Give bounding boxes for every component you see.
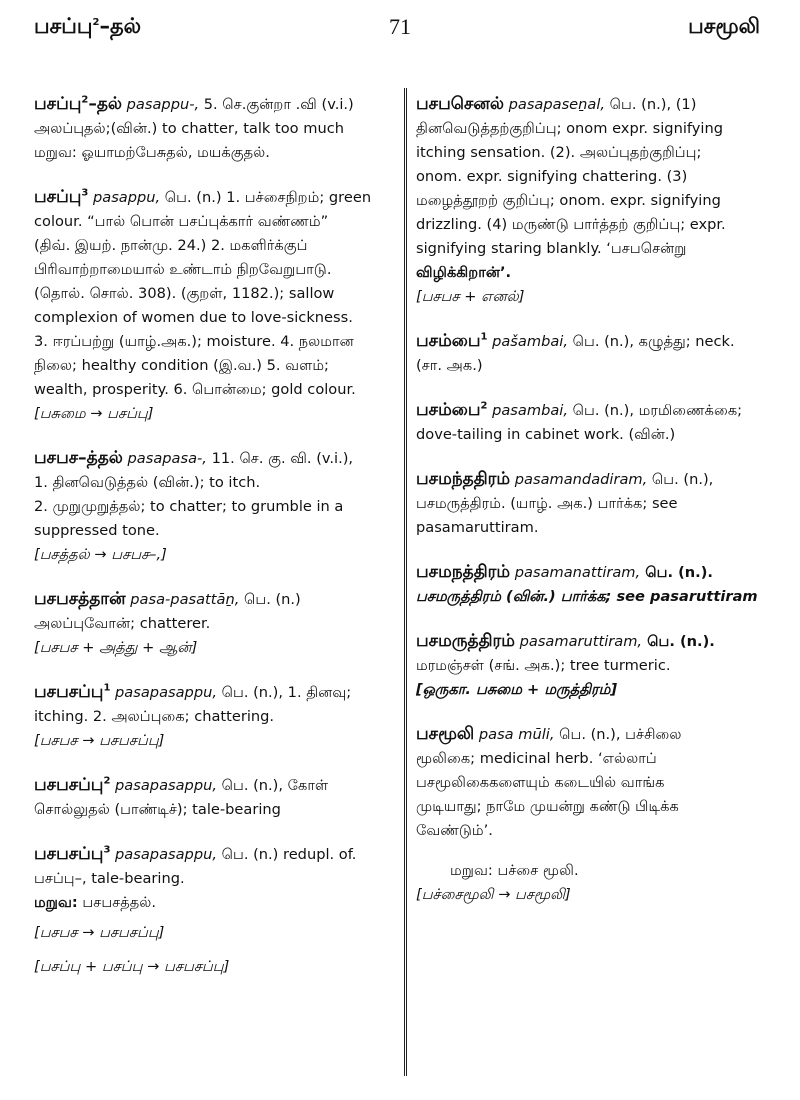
entry-pasambai-2: பசம்பை$^2$ pasambai, பெ. (n.), மரமிணைக்கை; dove-tailing in cabinet work. (வின்.) [416,400,743,443]
transliteration: pasamaruttiram, [519,633,643,650]
entry-pasapasappu-3: பசபசப்பு$^3$ pasapasappu, பெ. (n.) redupl. of. பசப்பு–, tale-bearing. மறுவ: பசபசத்தல். [பசபச → பசபசப்பு] [பசப்பு + பசப்பு → பசபசப்பு] [34,842,392,979]
column-divider [404,88,407,1076]
etymology: [பசத்தல் → பசபச–,] [34,546,167,563]
headword: பசப்பு$^3$ [34,187,89,207]
headword: பசபச–த்தல் [34,448,123,468]
headword: பசம்பை$^1$ [416,331,488,351]
etymology: [பச்சைமூலி → பசமூலி] [416,886,571,903]
transliteration: pasapasappu, [115,846,217,863]
transliteration: pasappu-, [126,96,200,113]
headword: பசபசப்பு$^1$ [34,682,111,702]
transliteration: pasamandadiram, [514,471,648,488]
headword: பசமநத்திரம் [416,562,511,582]
headword: பசபசப்பு$^3$ [34,844,111,864]
running-head-right: பசமூலி [688,14,760,38]
etymology: [பசபச + எனல்] [416,288,525,305]
entry-pasamuli: பசமூலி pasa mūli, பெ. (n.), பச்சிலை மூலிகை; medicinal herb. ‘எல்லாப் பசமூலிகைகளையும் கடையில் வாங்க முடியாது; நாமே முயன்று கண்டு பிடிக்க வேண்டும்’. மறுவ: பச்சை மூலி. [பச்சைமூலி → பசமூலி] [416,722,768,907]
etymology: [ஒருகா. பசுமை + மருத்திரம்] [416,681,618,698]
transliteration: pasamanattiram, [514,564,641,581]
running-head-left: பசப்பு$^2$–தல் [34,14,142,38]
transliteration: pasapasappu, [115,684,217,701]
headword: பசமருத்திரம் [416,631,515,651]
entry-pasapasappu-2: பசபசப்பு$^2$ pasapasappu, பெ. (n.), கோள் சொல்லுதல் (பாண்டிச்); tale-bearing [34,775,329,818]
quotation: colour. “பால் பொன் பசப்புக்கார் வண்ணம்” [34,213,329,230]
transliteration: pašambai, [492,333,568,350]
page-number: 71 [389,14,411,39]
entry-pasamanattiram: பசமநத்திரம் pasamanattiram, பெ. (n.). பசமருத்திரம் (வின்.) பார்க்க; see pasaruttiram [416,562,758,605]
entry-pasappu-3: பசப்பு$^3$ pasappu, பெ. (n.) 1. பச்சைநிறம்; green colour. “பால் பொன் பசப்புக்கார் வண்ணம்” (திவ். இயற். நான்மு. 24.) 2. மகளிர்க்குப் பிரிவாற்றாமையால் உண்டாம் நிறவேறுபாடு. (தொல். சொல். 308). (குறள், 1182.); sallow complexion of women due to love-sickness. 3. ஈரப்பற்று (யாழ்.அக.); moisture. 4. நலமான நிலை; healthy condition (இ.வ.) 5. வளம்; wealth, prosperity. 6. பொன்மை; gold colour. [பசுமை → பசப்பு] [34,185,392,426]
headword: பசபசப்பு$^2$ [34,775,111,795]
entry-pasapasappu-1: பசபசப்பு$^1$ pasapasappu, பெ. (n.), 1. தினவு; itching. 2. அலப்புகை; chattering. [பசபச → பசபசப்பு] [34,680,392,753]
etymology: [பசபச → பசபசப்பு] [34,732,165,749]
etymology: [பசபச → பசபசப்பு] [34,924,165,941]
headword: பசபசத்தான் [34,589,126,609]
transliteration: pasapaseṉal, [508,96,606,113]
transliteration: pasa-pasattāṉ, [130,591,240,608]
entry-pasapasenal: பசபசெனல் pasapaseṉal, பெ. (n.), (1) தினவெடுத்தற்குறிப்பு; onom expr. signifying itching sensation. (2). அலப்புதற்குறிப்பு; onom. expr. signifying chattering. (3) மழைத்தூறற் குறிப்பு; onom. expr. signifying drizzling. (4) மருண்டு பார்த்தற் குறிப்பு; expr. signifying staring blankly. ‘பசபசென்று விழிக்கிறான்’. [பசபச + எனல்] [416,92,768,309]
etymology: [பசுமை → பசப்பு] [34,405,154,422]
transliteration: pasappu, [92,189,161,206]
transliteration: pasapasa-, [127,450,207,467]
headword: பசம்பை$^2$ [416,400,488,420]
etymology: [பசப்பு + பசப்பு → பசபசப்பு] [34,958,230,975]
synonyms: மறுவ: பச்சை மூலி. [450,862,579,879]
headword: பசப்பு$^2$–தல் [34,94,123,114]
transliteration: pasambai, [492,402,568,419]
entry-pasamandadiram: பசமந்ததிரம் pasamandadiram, பெ. (n.), பசமருத்திரம். (யாழ். அக.) பார்க்க; see pasamaruttiram. [416,469,714,536]
entry-pasapasa-thal: பசபச–த்தல் pasapasa-, 11. செ. கு. வி. (v.i.), 1. தினவெடுத்தல் (வின்.); to itch. 2. முறுமுறுத்தல்; to chatter; to grumble in a suppressed tone. [பசத்தல் → பசபச–,] [34,446,392,567]
entry-pasapasattan: பசபசத்தான் pasa-pasattāṉ, பெ. (n.) அலப்புவோன்; chatterer. [பசபச + அத்து + ஆன்] [34,587,392,660]
synonyms: மறுவ: ஓயாமற்பேசுதல், மயக்குதல். [34,144,270,161]
headword: பசபசெனல் [416,94,504,114]
entry-pasappu-2-thal: பசப்பு$^2$–தல் pasappu-, 5. செ.குன்றா .வி (v.i.) அலப்புதல்;(வின்.) to chatter, talk too much மறுவ: ஓயாமற்பேசுதல், மயக்குதல். [34,92,392,165]
synonyms: மறுவ: பசபசத்தல். [34,894,157,911]
headword: பசமந்ததிரம் [416,469,511,489]
transliteration: pasapasappu, [115,777,217,794]
etymology: [பசபச + அத்து + ஆன்] [34,639,198,656]
transliteration: pasa mūli, [478,726,555,743]
headword: பசமூலி [416,724,475,744]
entry-pasambai-1: பசம்பை$^1$ pašambai, பெ. (n.), கழுத்து; neck. (சா. அக.) [416,331,735,374]
left-column [34,92,392,999]
entry-pasamaruttiram: பசமருத்திரம் pasamaruttiram, பெ. (n.). மரமஞ்சள் (சங். அக.); tree turmeric. [ஒருகா. பசுமை + மருத்திரம்] [416,629,768,702]
right-column [416,92,768,927]
